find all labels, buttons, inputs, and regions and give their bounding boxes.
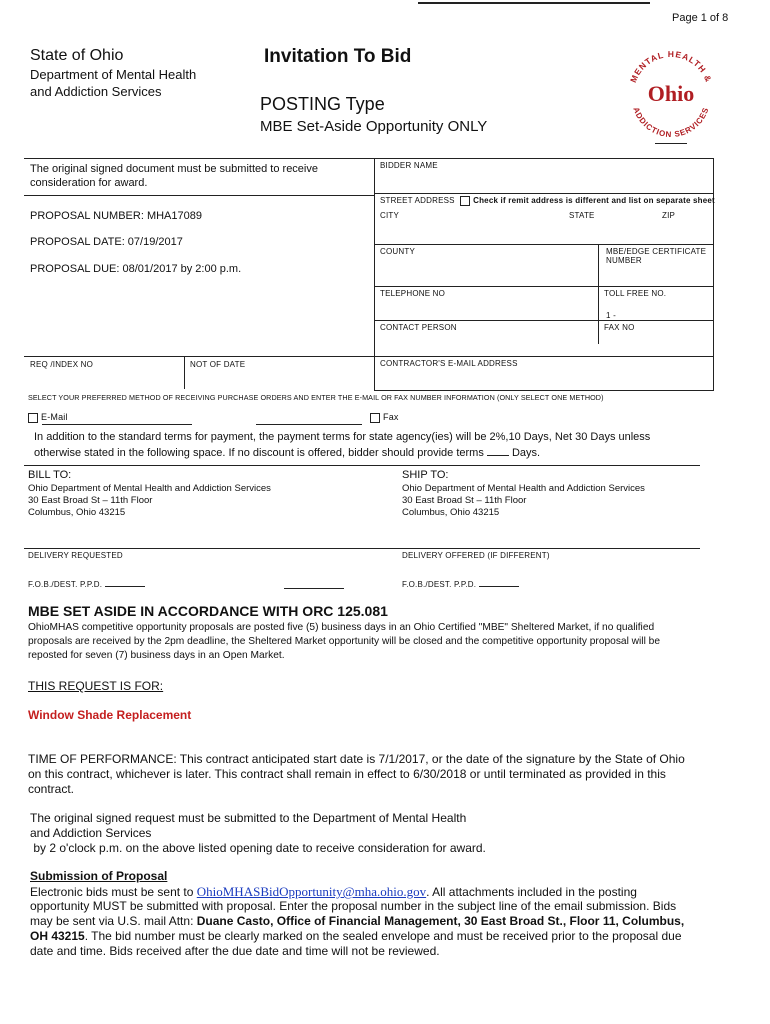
- delivery-requested: DELIVERY REQUESTED: [28, 551, 123, 560]
- mbe-para-3: reposted for seven (7) business days in an Open Market.: [28, 650, 285, 661]
- logo-rule: [655, 143, 687, 144]
- remit-check-label: Check if remit address is different and list on separate sheet: [473, 196, 715, 206]
- mbe-cert-label: MBE/EDGE CERTIFICATE: [606, 247, 707, 256]
- mbe-number-label: NUMBER: [606, 256, 642, 265]
- notice-rule: [24, 195, 374, 196]
- submission-line-3-pre: may be sent via U.S. mail Attn:: [30, 914, 197, 928]
- left-top-rule: [24, 158, 374, 159]
- bill-to-line2: 30 East Broad St – 11th Floor: [28, 495, 153, 506]
- payment-terms-1: In addition to the standard terms for payment, the payment terms for state agency(ies) will be 2%,10 Days, Net 30 Days unless: [34, 431, 651, 443]
- submission-line-3: [30, 914, 684, 928]
- submission-pre-link: Electronic bids must be sent to: [30, 885, 197, 899]
- delivery-rule: [24, 548, 700, 549]
- set-aside-label: MBE Set-Aside Opportunity ONLY: [260, 118, 488, 135]
- terms-days-input[interactable]: [487, 445, 509, 456]
- ship-to-line2: 30 East Broad St – 11th Floor: [402, 495, 527, 506]
- row-rule: [374, 356, 714, 357]
- header-rule: [418, 2, 650, 4]
- delivery-offered: DELIVERY OFFERED (IF DIFFERENT): [402, 551, 550, 560]
- submission-line-4-post: . The bid number must be clearly marked on the sealed envelope and must be received prior to the proposal due: [84, 929, 682, 943]
- toll-free-label: TOLL FREE NO.: [604, 289, 667, 298]
- bidder-name-label: BIDDER NAME: [380, 161, 438, 170]
- method-fax-option[interactable]: [370, 412, 399, 423]
- street-address-label: [380, 196, 715, 206]
- city-label: CITY: [380, 211, 400, 220]
- fob-left: [28, 578, 145, 589]
- request-for-label: THIS REQUEST IS FOR:: [28, 679, 164, 693]
- select-method-text: SELECT YOUR PREFERRED METHOD OF RECEIVING PURCHASE ORDERS AND ENTER THE E-MAIL OR FAX NUMBER INFORMATION (ONLY SELECT ONE METHOD): [28, 393, 604, 402]
- fob-left-label: F.O.B./DEST. P.P.D.: [28, 580, 103, 589]
- notice-line-2: consideration for award.: [30, 177, 148, 189]
- original-request-2: and Addiction Services: [30, 826, 152, 840]
- svg-text:MENTAL HEALTH &: [628, 49, 714, 84]
- method-fax-label: Fax: [383, 412, 399, 422]
- proposal-number: PROPOSAL NUMBER: MHA17089: [30, 210, 202, 222]
- fob-left-input[interactable]: [105, 578, 145, 587]
- col-divider: [598, 244, 599, 344]
- row-rule: [374, 193, 714, 194]
- bill-to-label: BILL TO:: [28, 469, 72, 481]
- email-checkbox[interactable]: [28, 413, 38, 423]
- bill-to-line3: Columbus, Ohio 43215: [28, 507, 126, 518]
- fax-checkbox[interactable]: [370, 413, 380, 423]
- original-request-1: The original signed request must be submitted to the Department of Mental Health: [30, 811, 467, 825]
- submission-line-3-bold: Duane Casto, Office of Financial Management, 30 East Broad St., Floor 11, Columbus,: [196, 914, 685, 928]
- row-rule: [374, 320, 714, 321]
- req-divider: [184, 356, 185, 389]
- ship-to-label: SHIP TO:: [402, 469, 449, 481]
- submission-line-4: [30, 929, 682, 943]
- method-email-option[interactable]: [28, 412, 68, 423]
- email-line-2: [256, 424, 362, 425]
- submission-line-5: date and time. Bids received after the due date and time will not be reviewed.: [30, 944, 440, 958]
- fax-no-label: FAX NO: [604, 323, 635, 332]
- payment-terms-days: Days.: [511, 447, 541, 459]
- fob-right: [402, 578, 519, 589]
- method-email-label: E-Mail: [41, 412, 68, 422]
- row-rule: [374, 286, 714, 287]
- logo-ring-top: MENTAL HEALTH &: [628, 48, 714, 85]
- email-line: [42, 424, 192, 425]
- fob-blank: [284, 588, 344, 589]
- time-performance-3: contract.: [28, 782, 75, 796]
- svg-text:ADDICTION SERVICES: [631, 106, 710, 139]
- page-number: Page 1 of 8: [672, 12, 729, 24]
- posting-type: POSTING Type: [260, 94, 385, 114]
- submission-line-2: opportunity MUST be submitted with proposal. Enter the proposal number in the subject line of the email submission. Bids: [30, 899, 677, 913]
- submission-line-1: [30, 884, 637, 900]
- submission-post-link: . All attachments included in the posting: [426, 885, 637, 899]
- contact-person-label: CONTACT PERSON: [380, 323, 457, 332]
- mbe-heading: MBE SET ASIDE IN ACCORDANCE WITH ORC 125.081: [28, 603, 388, 619]
- remit-checkbox[interactable]: [460, 196, 470, 206]
- row-rule: [374, 244, 714, 245]
- ohio-mhas-logo: [622, 42, 720, 142]
- time-performance-2: on this contract, whichever is later. This contract shall remain in effect to 6/30/2018 or until terminated as provided in this: [28, 767, 666, 781]
- fob-right-label: F.O.B./DEST. P.P.D.: [402, 580, 477, 589]
- ship-to-line1: Ohio Department of Mental Health and Addiction Services: [402, 483, 645, 494]
- county-label: COUNTY: [380, 247, 415, 256]
- contractor-email-label: CONTRACTOR'S E-MAIL ADDRESS: [380, 359, 518, 368]
- submission-line-4-bold: OH 43215: [30, 929, 85, 943]
- request-item: Window Shade Replacement: [28, 708, 192, 722]
- proposal-date: PROPOSAL DATE: 07/19/2017: [30, 236, 183, 248]
- bid-email-link[interactable]: OhioMHASBidOpportunity@mha.ohio.gov: [196, 884, 427, 899]
- page-title: Invitation To Bid: [264, 46, 412, 67]
- original-request-3: by 2 o'clock p.m. on the above listed opening date to receive consideration for award.: [30, 841, 486, 855]
- notice-line-1: The original signed document must be submitted to receive: [30, 163, 318, 175]
- req-top-rule: [24, 356, 374, 357]
- proposal-due: PROPOSAL DUE: 08/01/2017 by 2:00 p.m.: [30, 263, 242, 275]
- submission-heading: Submission of Proposal: [30, 869, 168, 883]
- agency-department-2: and Addiction Services: [30, 84, 162, 99]
- ship-to-line3: Columbus, Ohio 43215: [402, 507, 500, 518]
- agency-department: Department of Mental Health: [30, 67, 197, 82]
- billto-rule: [24, 465, 700, 466]
- payment-terms-2-text: otherwise stated in the following space. If no discount is offered, bidder should provide terms: [34, 447, 484, 459]
- toll-free-value: 1 -: [606, 311, 616, 320]
- time-performance-1: TIME OF PERFORMANCE: This contract anticipated start date is 7/1/2017, or the date of the signature by the State of Ohio: [28, 752, 685, 766]
- state-label: STATE: [569, 211, 595, 220]
- fob-right-input[interactable]: [479, 578, 519, 587]
- telephone-label: TELEPHONE NO: [380, 289, 446, 298]
- logo-center-text: Ohio: [647, 81, 695, 106]
- street-address-text: STREET ADDRESS: [380, 196, 455, 206]
- mbe-para-2: proposals are received by the 2pm deadline, the Sheltered Market opportunity will be closed and the competitive opportunity proposal will be: [28, 636, 660, 647]
- agency-state: State of Ohio: [30, 47, 124, 64]
- logo-ring-bottom: ADDICTION SERVICES: [631, 105, 711, 140]
- bill-to-line1: Ohio Department of Mental Health and Addiction Services: [28, 483, 271, 494]
- payment-terms-2: [34, 445, 540, 459]
- not-of-date-label: NOT OF DATE: [190, 360, 246, 369]
- mbe-para-1: OhioMHAS competitive opportunity proposals are posted five (5) business days in an Ohio Certified "MBE" Sheltered Market, if no qualified: [28, 622, 655, 633]
- req-index-label: REQ /INDEX NO: [30, 360, 94, 369]
- zip-label: ZIP: [662, 211, 676, 220]
